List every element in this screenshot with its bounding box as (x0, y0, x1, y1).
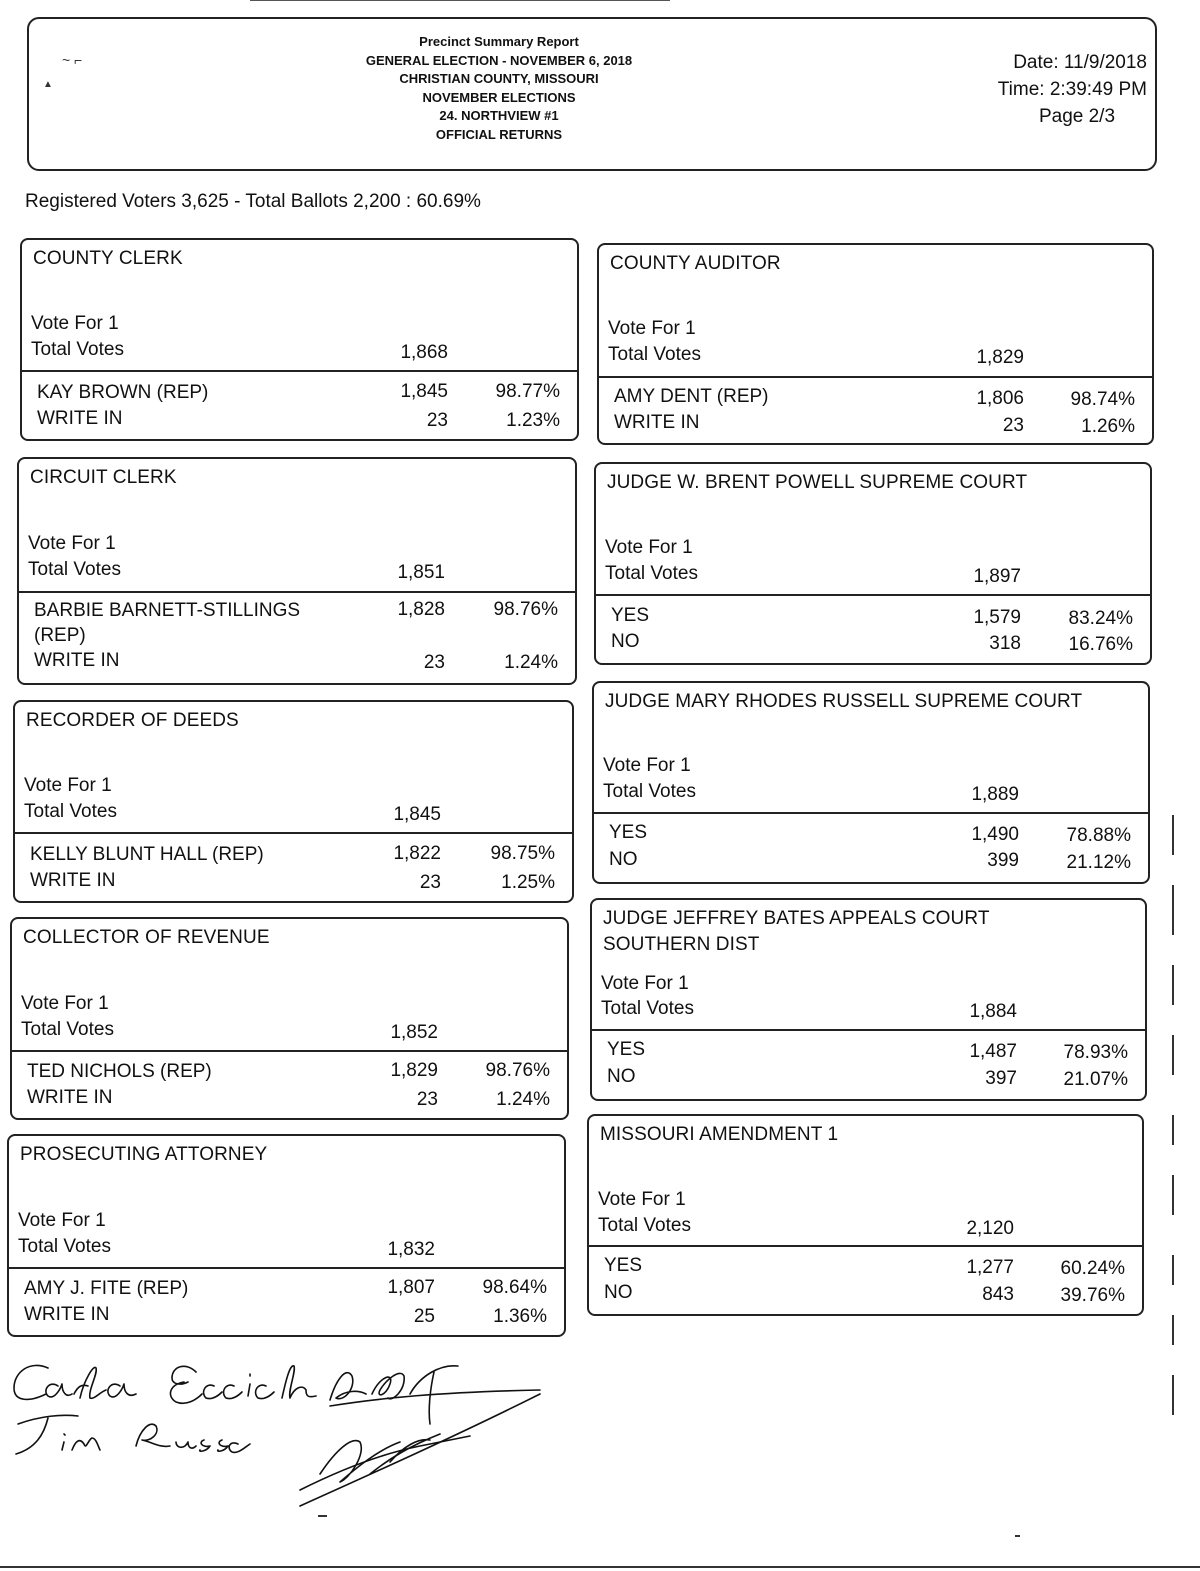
precinct-name: 24. NORTHVIEW #1 (439, 108, 559, 123)
contest-title: MISSOURI AMENDMENT 1 (600, 1124, 839, 1145)
total-votes-label: Total Votes (24, 801, 117, 822)
candidate-votes: 23 (423, 652, 445, 673)
choice-name: NO (607, 1066, 636, 1087)
candidate-votes: 1,845 (400, 381, 448, 402)
divider (15, 832, 572, 834)
candidate-name: BARBIE BARNETT-STILLINGS (34, 600, 301, 621)
choice-name: NO (609, 849, 638, 870)
divider (599, 376, 1152, 378)
candidate-name: WRITE IN (30, 870, 116, 891)
contest-title: COUNTY CLERK (33, 248, 183, 269)
choice-percent: 21.07% (1063, 1069, 1128, 1090)
scan-mark (318, 1515, 327, 1517)
total-votes-value: 1,851 (397, 562, 445, 583)
choice-name: YES (604, 1255, 643, 1276)
report-title-block (329, 33, 669, 144)
candidate-votes: 23 (419, 872, 441, 893)
contest-title: JUDGE W. BRENT POWELL SUPREME COURT (607, 472, 1028, 493)
choice-name: YES (607, 1039, 646, 1060)
candidate-row (37, 381, 565, 405)
candidate-name: AMY DENT (REP) (614, 386, 769, 407)
page-number: Page 2/3 (1038, 106, 1116, 127)
total-votes-value: 1,845 (393, 804, 441, 825)
total-votes-value: 1,852 (390, 1022, 438, 1043)
total-votes-label: Total Votes (598, 1215, 691, 1236)
vote-for-label: Vote For 1 (28, 533, 116, 554)
total-votes-value: 2,120 (966, 1218, 1014, 1239)
candidate-row (24, 1277, 552, 1301)
choice-votes: 318 (989, 633, 1021, 654)
handwritten-signatures (0, 1350, 560, 1520)
candidate-percent: 1.23% (506, 410, 560, 431)
candidate-percent: 98.76% (493, 599, 558, 620)
choice-row (609, 848, 1136, 872)
candidate-row (30, 869, 560, 893)
choice-row (611, 604, 1138, 628)
choice-name: NO (604, 1282, 633, 1303)
candidate-row (37, 407, 565, 431)
scan-edge-marks (1168, 815, 1178, 1425)
choice-row (609, 821, 1136, 845)
divider (22, 370, 577, 372)
candidate-row (34, 649, 563, 673)
election-group: NOVEMBER ELECTIONS (422, 89, 576, 105)
candidate-row (27, 1060, 555, 1084)
candidate-name: KAY BROWN (REP) (37, 382, 209, 403)
choice-percent: 39.76% (1060, 1285, 1125, 1306)
contest-circuit-clerk (17, 457, 577, 685)
contest-title: RECORDER OF DEEDS (26, 710, 239, 731)
vote-for-label: Vote For 1 (605, 537, 693, 558)
choice-percent: 60.24% (1060, 1258, 1125, 1279)
candidate-percent: 1.26% (1081, 416, 1135, 437)
choice-name: NO (611, 631, 640, 652)
candidate-row (24, 1303, 552, 1327)
contest-county-clerk (20, 238, 579, 441)
candidate-name: WRITE IN (614, 412, 700, 433)
choice-row (607, 1065, 1133, 1089)
candidate-percent: 98.77% (495, 381, 560, 402)
candidate-votes: 25 (413, 1306, 435, 1327)
choice-percent: 78.93% (1063, 1042, 1128, 1063)
total-votes-label: Total Votes (605, 563, 698, 584)
candidate-name: WRITE IN (37, 408, 123, 429)
contest-title: PROSECUTING ATTORNEY (20, 1144, 268, 1165)
vote-for-label: Vote For 1 (18, 1210, 106, 1231)
choice-votes: 843 (982, 1284, 1014, 1305)
contest-judge-russell (592, 681, 1150, 884)
candidate-percent: 98.75% (490, 843, 555, 864)
report-date: Date: 11/9/2018 (1013, 52, 1147, 73)
candidate-name: WRITE IN (34, 650, 120, 671)
report-meta (947, 49, 1147, 130)
candidate-percent: 1.36% (493, 1306, 547, 1327)
choice-row (611, 630, 1138, 654)
choice-row (604, 1281, 1130, 1305)
report-time: Time: 2:39:49 PM (997, 79, 1147, 100)
candidate-name: TED NICHOLS (REP) (27, 1061, 212, 1082)
candidate-row (27, 1086, 555, 1110)
candidate-name: KELLY BLUNT HALL (REP) (30, 844, 264, 865)
divider (19, 591, 575, 593)
choice-name: YES (611, 605, 650, 626)
contest-title: CIRCUIT CLERK (30, 467, 177, 488)
candidate-name: WRITE IN (24, 1304, 110, 1325)
candidate-votes: 23 (1002, 415, 1024, 436)
vote-for-label: Vote For 1 (31, 313, 119, 334)
vote-for-label: Vote For 1 (598, 1189, 686, 1210)
candidate-votes: 23 (416, 1089, 438, 1110)
divider (592, 1029, 1145, 1031)
choice-votes: 397 (985, 1068, 1017, 1089)
report-title: Precinct Summary Report (419, 34, 579, 49)
candidate-percent: 98.64% (482, 1277, 547, 1298)
total-votes-value: 1,889 (971, 784, 1019, 805)
candidate-percent: 1.24% (496, 1089, 550, 1110)
scan-bottom-edge (0, 1566, 1200, 1568)
election-name: GENERAL ELECTION - NOVEMBER 6, 2018 (365, 52, 633, 68)
contest-recorder-of-deeds (13, 700, 574, 903)
stray-mark: ~ ⌐ (62, 52, 83, 68)
candidate-row (614, 385, 1140, 409)
choice-row (607, 1038, 1133, 1062)
county-name: CHRISTIAN COUNTY, MISSOURI (399, 71, 599, 86)
candidate-votes: 1,807 (387, 1277, 435, 1298)
candidate-name: WRITE IN (27, 1087, 113, 1108)
contest-title: JUDGE JEFFREY BATES APPEALS COURT (603, 908, 990, 929)
scan-mark (1015, 1535, 1020, 1537)
candidate-row (34, 599, 563, 647)
divider (594, 812, 1148, 814)
stray-mark: ▲ (43, 79, 53, 90)
candidate-percent: 1.25% (501, 872, 555, 893)
candidate-percent: 98.76% (485, 1060, 550, 1081)
contest-title-line-2: SOUTHERN DIST (603, 934, 760, 955)
candidate-row (30, 843, 560, 867)
total-votes-value: 1,832 (387, 1239, 435, 1260)
choice-percent: 16.76% (1068, 634, 1133, 655)
divider (589, 1245, 1142, 1247)
total-votes-value: 1,897 (973, 566, 1021, 587)
candidate-percent: 1.24% (504, 652, 558, 673)
contest-title: COLLECTOR OF REVENUE (23, 927, 270, 948)
total-votes-label: Total Votes (21, 1019, 114, 1040)
vote-for-label: Vote For 1 (603, 755, 691, 776)
candidate-name: AMY J. FITE (REP) (24, 1278, 189, 1299)
contest-prosecuting-attorney (7, 1134, 566, 1337)
total-votes-label: Total Votes (28, 559, 121, 580)
report-header (27, 17, 1157, 171)
candidate-votes: 1,822 (393, 843, 441, 864)
choice-votes: 1,490 (971, 824, 1019, 845)
choice-percent: 83.24% (1068, 608, 1133, 629)
vote-for-label: Vote For 1 (601, 973, 689, 994)
total-votes-label: Total Votes (608, 344, 701, 365)
total-votes-label: Total Votes (18, 1236, 111, 1257)
divider (9, 1267, 564, 1269)
contest-judge-powell (594, 462, 1152, 665)
contest-county-auditor (597, 243, 1154, 445)
choice-percent: 21.12% (1066, 852, 1131, 873)
contest-judge-bates (590, 898, 1147, 1101)
candidate-votes: 1,828 (397, 599, 445, 620)
choice-votes: 1,487 (969, 1041, 1017, 1062)
contest-title: COUNTY AUDITOR (610, 253, 781, 274)
vote-for-label: Vote For 1 (24, 775, 112, 796)
total-votes-label: Total Votes (601, 998, 694, 1019)
choice-row (604, 1254, 1130, 1278)
candidate-votes: 23 (426, 410, 448, 431)
contest-collector-of-revenue (10, 917, 569, 1120)
contest-title: JUDGE MARY RHODES RUSSELL SUPREME COURT (605, 691, 1083, 712)
total-votes-value: 1,829 (976, 347, 1024, 368)
candidate-votes: 1,806 (976, 388, 1024, 409)
candidate-party: (REP) (34, 625, 86, 646)
total-votes-value: 1,884 (969, 1001, 1017, 1022)
candidate-row (614, 411, 1140, 435)
vote-for-label: Vote For 1 (608, 318, 696, 339)
choice-votes: 1,579 (973, 607, 1021, 628)
contest-missouri-amendment-1 (587, 1114, 1144, 1316)
scan-top-edge (250, 0, 670, 1)
returns-status: OFFICIAL RETURNS (435, 126, 563, 142)
choice-name: YES (609, 822, 648, 843)
divider (596, 594, 1150, 596)
choice-votes: 1,277 (966, 1257, 1014, 1278)
registered-voters-summary: Registered Voters 3,625 - Total Ballots 2,200 : 60.69% (25, 191, 481, 212)
total-votes-label: Total Votes (31, 339, 124, 360)
vote-for-label: Vote For 1 (21, 993, 109, 1014)
candidate-votes: 1,829 (390, 1060, 438, 1081)
divider (12, 1050, 567, 1052)
candidate-percent: 98.74% (1070, 389, 1135, 410)
choice-votes: 399 (987, 850, 1019, 871)
total-votes-label: Total Votes (603, 781, 696, 802)
choice-percent: 78.88% (1066, 825, 1131, 846)
total-votes-value: 1,868 (400, 342, 448, 363)
